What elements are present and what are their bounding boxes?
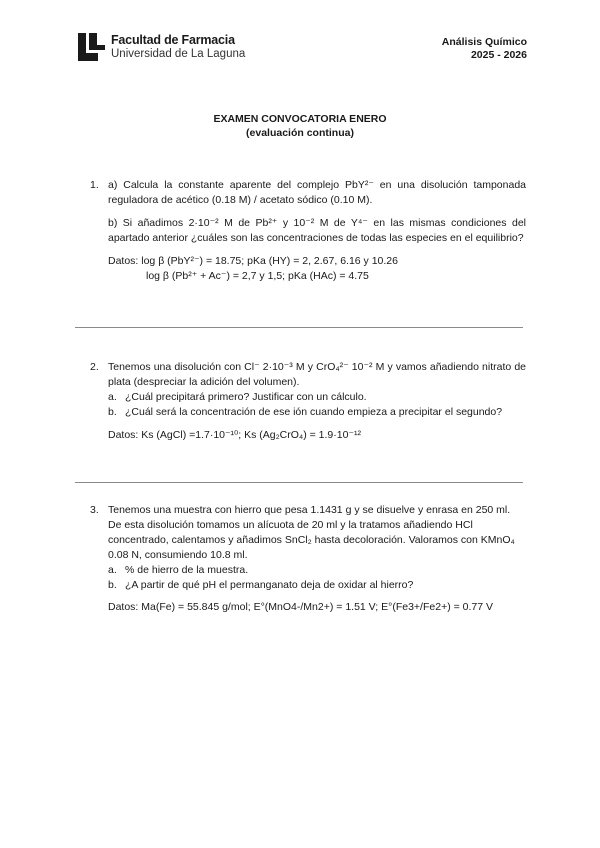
list-item xyxy=(90,405,526,420)
section-divider xyxy=(75,482,523,483)
question-2-data: Datos: Ks (AgCl) =1.7·10⁻¹⁰; Ks (Ag₂CrO₄) = 1.9·10⁻¹² xyxy=(108,428,361,441)
exam-title-block xyxy=(0,112,600,140)
faculty-name-block xyxy=(111,33,245,61)
exam-title: EXAMEN CONVOCATORIA ENERO xyxy=(213,113,387,125)
faculty-name: Facultad de Farmacia xyxy=(111,33,235,47)
question-number: 3. xyxy=(90,504,99,516)
question-3-statement: Tenemos una muestra con hierro que pesa 1.1431 g y se disuelve y enrasa en 250 ml. De esta disolución tomamos un alícuota de 20 ml y la tratamos añadiendo HCl concentrado, calentamos y añadimos SnCl₂ hasta decoloración. Valoramos con KMnO₄ 0.08 N, consumiendo 10.8 ml. xyxy=(108,504,515,561)
list-item-text: % de hierro de la muestra. xyxy=(125,563,249,576)
university-name: Universidad de La Laguna xyxy=(111,48,246,60)
academic-year: 2025 - 2026 xyxy=(470,49,527,61)
question-1-part-a: a) Calcula la constante aparente del complejo PbY²⁻ en una disolución tamponada reguladora de acético (0.18 M) / acetato sódico (0.10 M). xyxy=(108,179,526,206)
question-2-statement: Tenemos una disolución con Cl⁻ 2·10⁻³ M y CrO₄²⁻ 10⁻² M y vamos añadiendo nitrato de plata (despreciar la adición del volumen). xyxy=(108,361,526,388)
question-3 xyxy=(90,503,526,615)
question-2 xyxy=(90,360,526,443)
section-divider xyxy=(75,327,523,328)
exam-subtitle: (evaluación continua) xyxy=(246,127,354,139)
question-1-data-line-1: Datos: log β (PbY²⁻) = 18.75; pKa (HY) = 2, 2.67, 6.16 y 10.26 xyxy=(108,254,398,267)
question-1 xyxy=(90,178,526,283)
question-number: 1. xyxy=(90,179,99,191)
list-item xyxy=(90,390,526,405)
list-item-text: ¿Cuál será la concentración de ese ión cuando empieza a precipitar el segundo? xyxy=(125,405,503,418)
list-item-text: ¿Cuál precipitará primero? Justificar con un cálculo. xyxy=(125,390,367,403)
question-number: 2. xyxy=(90,361,99,373)
question-3-data: Datos: Ma(Fe) = 55.845 g/mol; E°(MnO4-/Mn2+) = 1.51 V; E°(Fe3+/Fe2+) = 0.77 V xyxy=(108,601,494,614)
list-item-letter: b. xyxy=(108,578,117,591)
ull-logo-icon xyxy=(78,33,105,61)
question-1-data-line-2: log β (Pb²⁺ + Ac⁻) = 2,7 y 1,5; pKa (HAc) = 4.75 xyxy=(146,269,369,282)
course-info xyxy=(442,36,527,62)
list-item xyxy=(90,578,526,593)
list-item-letter: a. xyxy=(108,390,117,403)
list-item xyxy=(90,563,526,578)
course-name: Análisis Químico xyxy=(441,36,527,48)
list-item-text: ¿A partir de qué pH el permanganato deja de oxidar al hierro? xyxy=(125,578,414,591)
faculty-logo xyxy=(78,33,245,61)
question-1-part-b: b) Si añadimos 2·10⁻² M de Pb²⁺ y 10⁻² M de Y⁴⁻ en las mismas condiciones del apartado anterior ¿cuáles son las concentraciones de todas las especies en el equilibrio? xyxy=(108,216,526,244)
list-item-letter: b. xyxy=(108,405,117,418)
list-item-letter: a. xyxy=(108,563,117,576)
